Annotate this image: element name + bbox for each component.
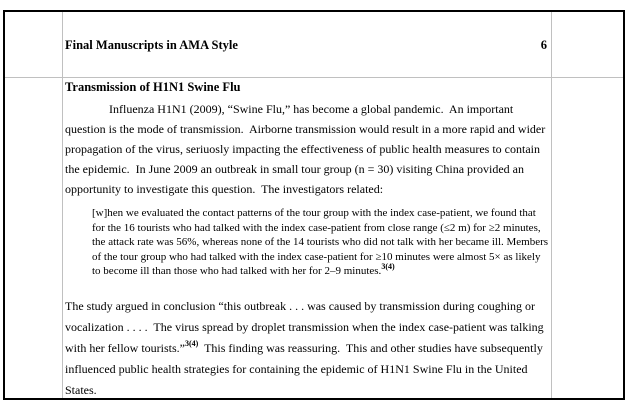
header-divider-line	[5, 77, 623, 78]
page-number: 6	[540, 38, 547, 52]
citation-superscript: 3(4)	[184, 339, 199, 348]
paragraph-conclusion	[65, 296, 553, 401]
header-title: Final Manuscripts in AMA Style	[65, 38, 238, 52]
paragraph-introduction-text: Influenza H1N1 (2009), “Swine Flu,” has become a global pandemic. An important question is the mode of transmission. Airborne transmission would result in a more rapid and wider propagation of the virus, seriuosly impacting the effectiveness of public health measures to contain the epidemic. In June 2009 an outbreak in small tour group (n = 30) visiting China provided an opportunity to investigate this question. The investigators related:	[65, 102, 549, 196]
conclusion-text-after-citation: This finding was reassuring. This and other studies have subsequently influenced public health strategies for containing the epidemic of H1N1 Swine Flu in the United States.	[65, 341, 546, 397]
section-heading: Transmission of H1N1 Swine Flu	[65, 80, 241, 94]
block-quotation	[92, 206, 550, 279]
paragraph-introduction	[65, 99, 553, 199]
left-text-boundary-guide	[62, 12, 63, 398]
running-header	[65, 38, 547, 53]
citation-superscript: 3(4)	[381, 261, 395, 271]
quotation-text: [w]hen we evaluated the contact patterns of the tour group with the index case-patient, we found that for the 16 tourists who had talked with the index case-patient from close range (≤2 m) for ≥2 minutes, the attack rate was 56%, whereas none of the 14 tourists who did not talk with her became ill. Members of the tour group who had talked with the index case-patient for ≥10 minutes were almost 5× as likely to become ill than those who had talked with her for 2–9 minutes.	[92, 207, 551, 278]
conclusion-text-before-citation: The study argued in conclusion “this outbreak . . . was caused by transmission during coughing or vocalization . . . . The virus spread by droplet transmission when the index case-patient was talking with her fellow tourists.”	[65, 299, 547, 355]
